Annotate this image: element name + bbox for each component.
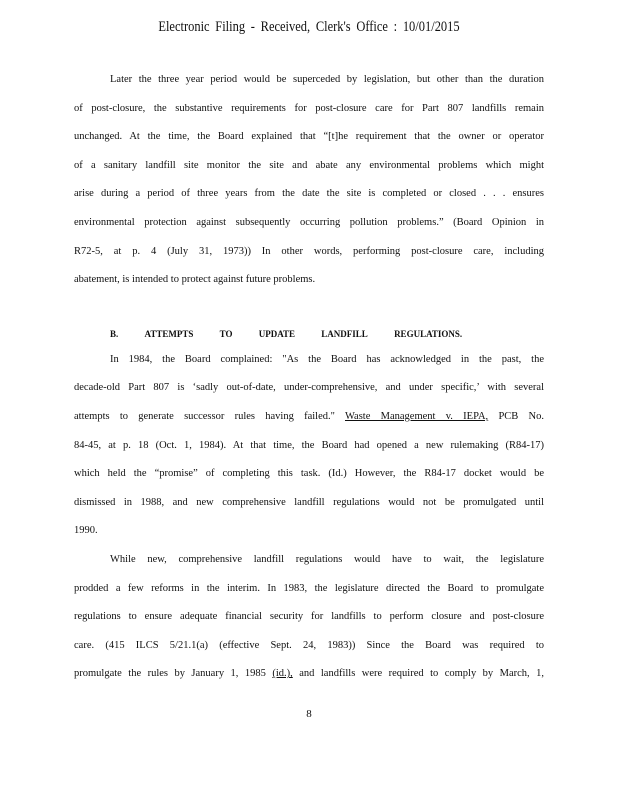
paragraph-board-complaint — [74, 350, 544, 550]
text-line: 84-45, at p. 18 (Oct. 1, 1984). At that time, the Board had opened a new rulemaking (R84-17) — [74, 439, 544, 451]
text-span: promulgate the rules by January 1, 1985 — [74, 668, 266, 680]
text-line: care. (415 ILCS 5/21.1(a) (effective Sept. 24, 1983)) Since the Board was required to — [74, 639, 544, 651]
text-line — [74, 664, 544, 693]
text-line: regulations to ensure adequate financial security for landfills to perform closure and post-closure — [74, 611, 544, 623]
text-line: dismissed in 1988, and new comprehensive landfill regulations would not be promulgated until — [74, 496, 544, 508]
section-title-word: REGULATIONS. — [394, 328, 463, 339]
paragraph-legislature-reforms — [74, 550, 544, 693]
id-citation: (id.), — [272, 668, 293, 680]
text-line: In 1984, the Board complained: "As the Board has acknowledged in the past, the — [110, 353, 544, 365]
document-body — [74, 70, 544, 693]
text-line: of a sanitary landfill site monitor the site and abate any environmental problems which might — [74, 159, 544, 171]
text-span: and landfills were required to comply by March, 1, — [299, 668, 544, 680]
text-line: arise during a period of three years from the date the site is completed or closed . . . ensures — [74, 188, 544, 200]
text-line: prodded a few reforms in the interim. In 1983, the legislature directed the Board to promulgate — [74, 582, 544, 594]
text-span: attempts to generate successor rules having failed." — [74, 410, 335, 422]
text-line: R72-5, at p. 4 (July 31, 1973)) In other words, performing post-closure care, including — [74, 245, 544, 257]
section-letter: B. — [110, 328, 119, 339]
text-line: abatement, is intended to protect against future problems. — [74, 274, 316, 286]
section-heading — [74, 324, 544, 350]
text-span: PCB No. — [498, 410, 545, 422]
text-line: Later the three year period would be superceded by legislation, but other than the duration — [110, 74, 544, 85]
text-line — [74, 407, 544, 436]
section-title-word: TO — [219, 328, 233, 339]
section-title-word: LANDFILL — [321, 328, 368, 339]
text-line: unchanged. At the time, the Board explained that “[t]he requirement that the owner or operator — [74, 131, 544, 143]
text-line: 1990. — [74, 525, 98, 537]
paragraph-post-closure — [74, 70, 544, 299]
text-line: of post-closure, the substantive requirements for post-closure care for Part 807 landfills remain — [74, 102, 544, 114]
section-title-word: ATTEMPTS — [144, 328, 194, 339]
text-line: environmental protection against subsequently occurring pollution problems.” (Board Opinion in — [74, 216, 544, 228]
filing-stamp-header: Electronic Filing - Received, Clerk's Office : 10/01/2015 — [158, 19, 460, 35]
section-title-word: UPDATE — [258, 328, 296, 339]
page-number: 8 — [306, 708, 312, 720]
text-line: While new, comprehensive landfill regulations would have to wait, the legislature — [110, 553, 544, 565]
case-citation: Waste Management v. IEPA, — [344, 410, 489, 422]
text-line: which held the “promise” of completing this task. (Id.) However, the R84-17 docket would be — [74, 468, 544, 480]
text-line: decade-old Part 807 is ‘sadly out-of-date, under-comprehensive, and under specific,’ with several — [74, 382, 544, 394]
